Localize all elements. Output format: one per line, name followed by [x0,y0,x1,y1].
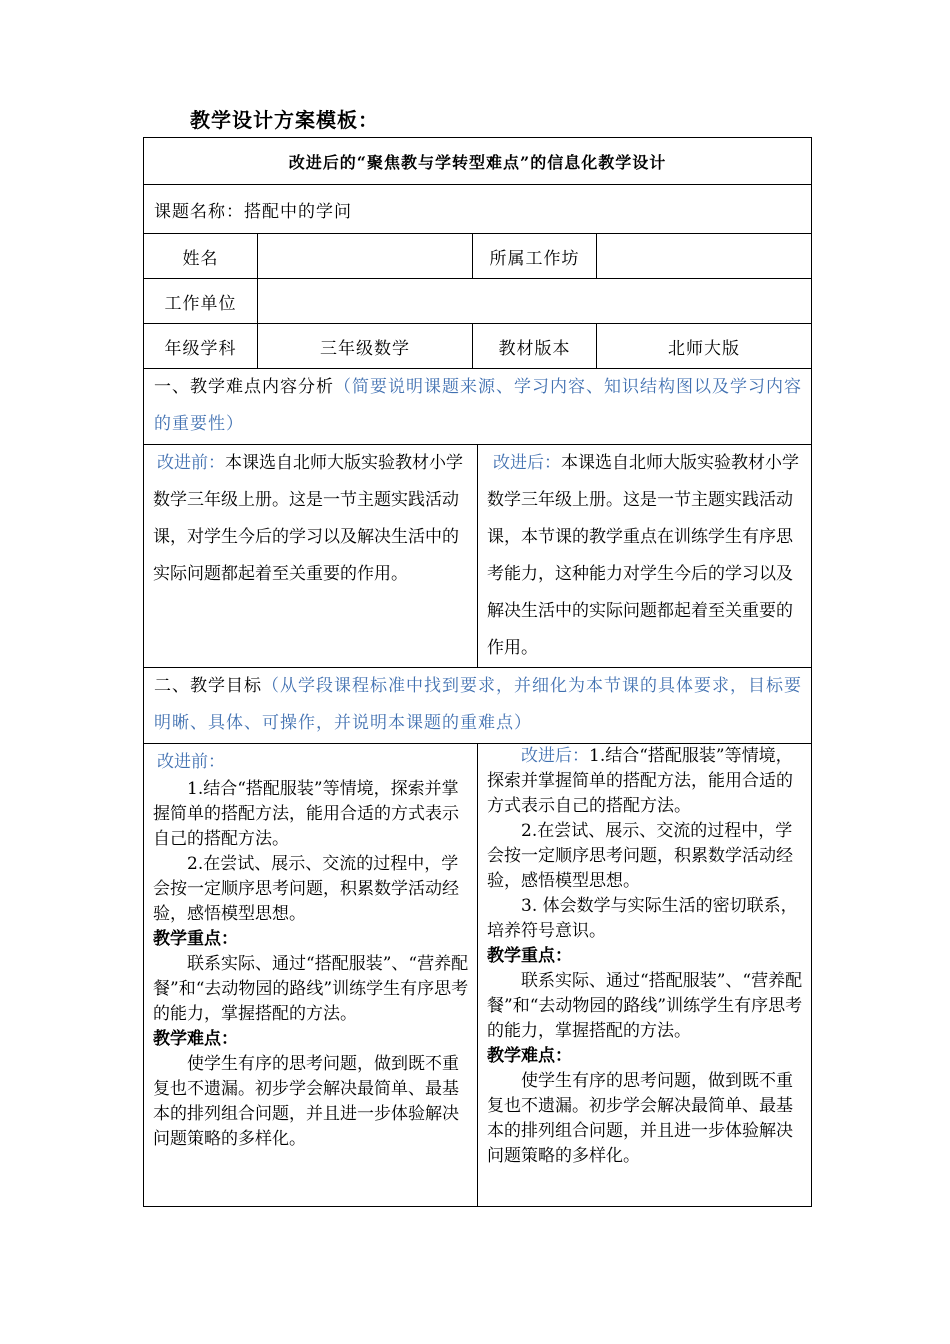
grade-value: 三年级数学 [320,338,410,359]
unit-value [258,279,811,323]
section1-after [487,445,805,667]
name-label: 姓名 [182,248,219,269]
section1-before [153,445,471,667]
section2-heading [154,668,804,743]
section2-after [487,744,807,1200]
section2-before-goal1: 1.结合“搭配服装”等情境，探索并掌握简单的搭配方法，能用合适的方式表示自己的搭配方法。 [153,779,459,849]
section2-before [153,750,473,1200]
section2-after-difficulty-text: 使学生有序的思考问题，做到既不重复也不遗漏。初步学会解决最简单、最基本的排列组合问题，并且进一步体验解决问题策略的多样化。 [487,1071,793,1166]
edition-value: 北师大版 [668,338,740,359]
unit-label: 工作单位 [164,293,237,314]
section2-before-key-text: 联系实际、通过“搭配服装”、“营养配餐”和“去动物园的路线”训练学生有序思考的能力，掌握搭配的方法。 [153,954,469,1024]
name-value [258,234,472,278]
section2-after-difficulty-label: 教学难点： [487,1046,572,1066]
section2-after-label: 改进后： [521,746,589,766]
section2-hint: （从学段课程标准中找到要求，并细化为本节课的具体要求，目标要明晰、具体、可操作，并说明本课题的重难点） [154,676,802,733]
section1-after-label: 改进后： [493,453,561,473]
section1-before-text: 本课选自北师大版实验教材小学数学三年级上册。这是一节主题实践活动课，对学生今后的学习以及解决生活中的实际问题都起着至关重要的作用。 [153,453,463,584]
section2-after-goal2: 2.在尝试、展示、交流的过程中，学会按一定顺序思考问题，积累数学活动经验，感悟模型思想。 [487,821,793,891]
section2-title: 二、教学目标 [154,676,262,696]
section2-before-label: 改进前： [157,752,225,772]
section2-after-goal3: 3. 体会数学与实际生活的密切联系，培养符号意识。 [487,896,798,941]
workshop-label: 所属工作坊 [489,248,580,269]
grade-label: 年级学科 [164,338,237,359]
edition-label: 教材版本 [498,338,571,359]
section1-heading [154,369,804,444]
page-title: 教学设计方案模板： [190,108,379,132]
section2-before-key-label: 教学重点： [153,929,238,949]
course-row [154,185,352,233]
section2-after-key-label: 教学重点： [487,946,572,966]
workshop-value [597,234,811,278]
course-label: 课题名称： [154,201,244,222]
section1-after-text: 本课选自北师大版实验教材小学数学三年级上册。这是一节主题实践活动课，本节课的教学重点在训练学生有序思考能力，这种能力对学生今后的学习以及解决生活中的实际问题都起着至关重要的作用。 [487,453,799,658]
section1-hint: （简要说明课题来源、学习内容、知识结构图以及学习内容的重要性） [154,377,802,434]
section2-after-key-text: 联系实际、通过“搭配服装”、“营养配餐”和“去动物园的路线”训练学生有序思考的能力，掌握搭配的方法。 [487,971,803,1041]
table-title: 改进后的“聚焦教与学转型难点”的信息化教学设计 [288,152,667,172]
design-table [143,137,812,1207]
course-value: 搭配中的学问 [244,201,352,222]
section2-before-difficulty-text: 使学生有序的思考问题，做到既不重复也不遗漏。初步学会解决最简单、最基本的排列组合问题，并且进一步体验解决问题策略的多样化。 [153,1054,459,1149]
section1-before-label: 改进前： [157,453,225,473]
section1-title: 一、教学难点内容分析 [154,377,334,397]
section2-before-difficulty-label: 教学难点： [153,1029,238,1049]
section2-before-goal2: 2.在尝试、展示、交流的过程中，学会按一定顺序思考问题，积累数学活动经验，感悟模型思想。 [153,854,459,924]
section2-after-goal1: 1.结合“搭配服装”等情境，探索并掌握简单的搭配方法，能用合适的方式表示自己的搭配方法。 [487,746,793,816]
